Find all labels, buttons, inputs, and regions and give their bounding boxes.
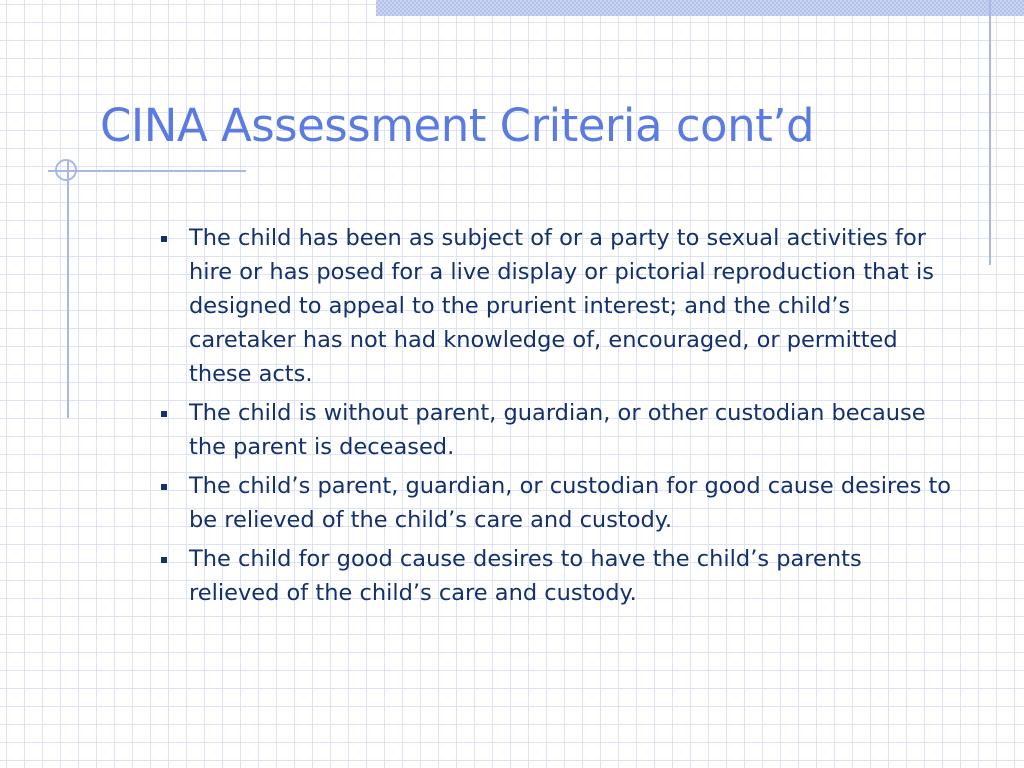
left-decorative-line [67, 160, 69, 418]
bullet-list [160, 221, 956, 615]
right-decorative-line [989, 0, 991, 265]
bullet-item: The child has been as subject of or a party to sexual activities for hire or has posed for a live display or pictorial reproduction that is designed to appeal to the prurient interest; and the child’s caretaker has not had knowledge of, encouraged, or permitted these acts. [160, 221, 956, 391]
bullet-item: The child is without parent, guardian, or other custodian because the parent is deceased. [160, 396, 956, 464]
bullet-item: The child for good cause desires to have the child’s parents relieved of the child’s care and custody. [160, 542, 956, 610]
bullet-item: The child’s parent, guardian, or custodian for good cause desires to be relieved of the child’s care and custody. [160, 469, 956, 537]
title-underline [48, 170, 246, 172]
top-decorative-band [376, 0, 1024, 16]
slide-title: CINA Assessment Criteria cont’d [100, 99, 815, 152]
crosshair-ornament-icon [55, 159, 77, 181]
